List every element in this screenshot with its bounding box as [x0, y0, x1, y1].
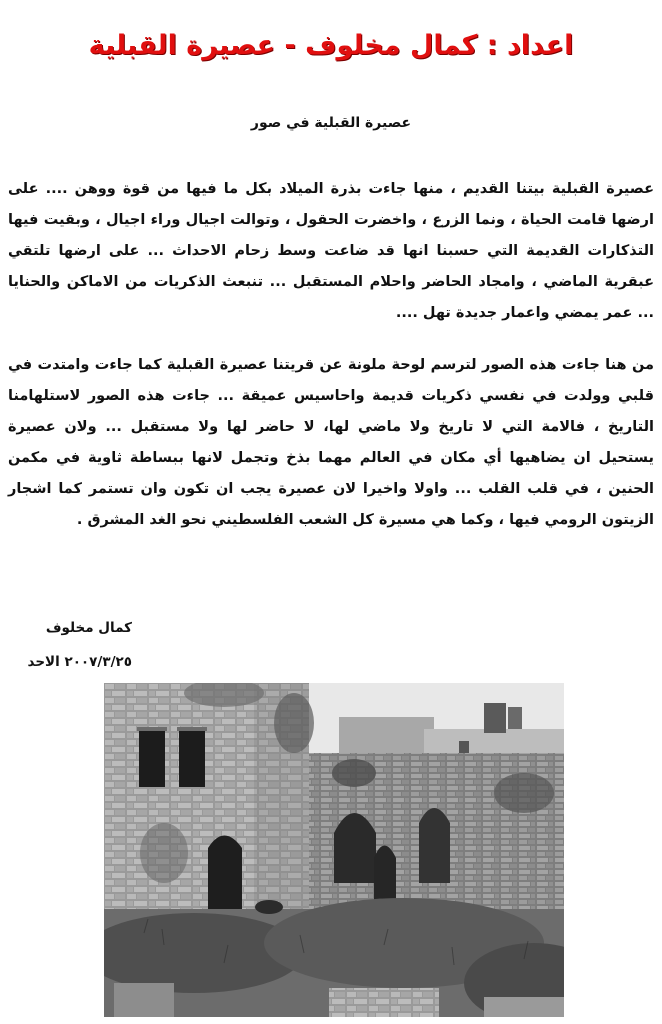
paragraph-photos: من هنا جاءت هذه الصور لترسم لوحة ملونة عن قريتنا عصيرة القبلية كما جاءت وامتدت في قلبي وولدت في نفسي ذكريات قديمة واحاسيس عميقة ... جاءت هذه الصور لاستلهامنا التاريخ ، فالامة التي لا تاريخ ولا ماضي لها، لا حاضر لها ولا مستقبل ... ولان عصيرة يستحيل ان يضاهيها أي مكان في العالم مهما بذخ وتجمل لانها ببساطة ثاوية في مكمن الحنين ، في قلب القلب ... واولا واخيرا لان عصيرة يجب ان تكون وان تستمر كما اشجار الزيتون الرومي فيها ، وكما هي مسيرة كل الشعب الفلسطيني نحو الغد المشرق . — [8, 357, 654, 528]
old-stone-house-image — [104, 683, 564, 1017]
article-date: ٢٠٠٧/٣/٢٥ الاحد — [27, 654, 132, 670]
author-signature: كمال مخلوف — [45, 620, 132, 636]
paragraph-intro: عصيرة القبلية بيتنا القديم ، منها جاءت بذرة الميلاد بكل ما فيها من قوة ووهن .... على ارضها قامت الحياة ، ونما الزرع ، واخضرت الحقول ، وتوالت اجيال وراء اجيال ، وبقيت فيها التذكارات القديمة التي حسبنا انها قد ضاعت وسط زحام الاحداث ... على ارضها تلتقي عبقرية الماضي ، وامجاد الحاضر واحلام المستقبل ... تنبعث الذكريات من الاماكن والحنايا ... عمر يمضي واعمار جديدة تهل .... — [8, 181, 654, 321]
article-subtitle: عصيرة القبلية في صور — [250, 115, 412, 131]
headline-title: اعداد : كمال مخلوف - عصيرة القبلية — [88, 30, 574, 61]
village-photo — [104, 683, 564, 1017]
